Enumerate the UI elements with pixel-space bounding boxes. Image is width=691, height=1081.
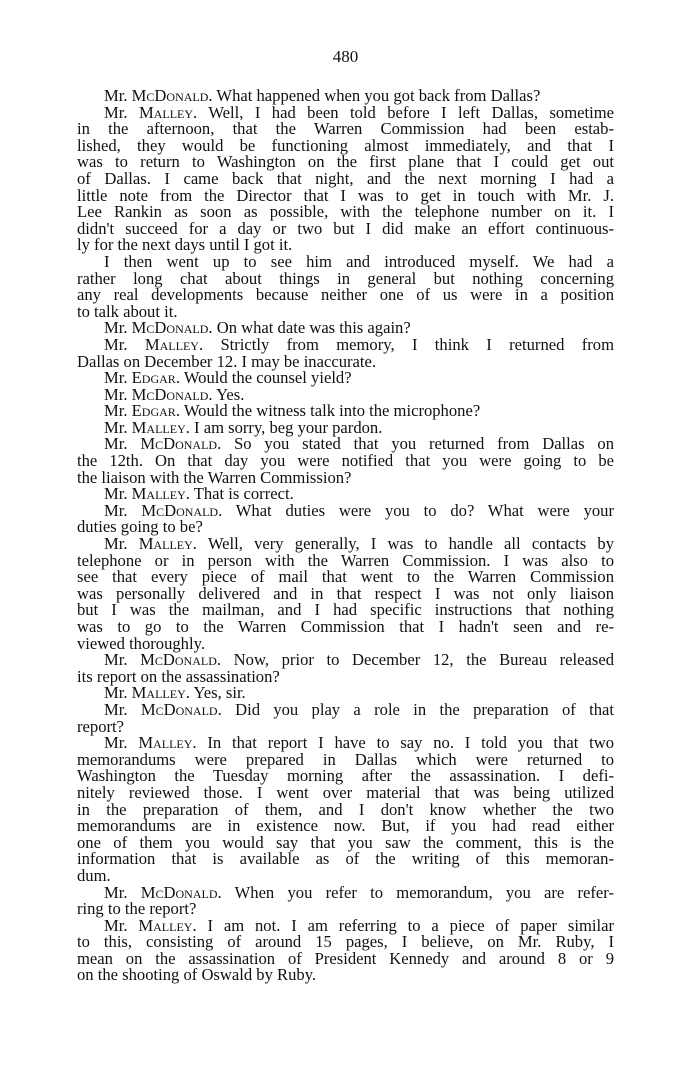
line-text: duties going to be? xyxy=(77,517,203,537)
page-number: 480 xyxy=(332,47,359,66)
speaker-honorific: Mr. xyxy=(104,484,128,504)
transcript-body xyxy=(77,88,614,984)
transcript-paragraph xyxy=(77,536,614,652)
line-text: dum. xyxy=(77,865,111,885)
line-text: I am not. I am referring to a piece of paper similar xyxy=(207,915,615,935)
line-text: memorandums are in existence now. But, if you had read either xyxy=(77,816,614,836)
transcript-paragraph xyxy=(77,251,614,321)
line-text: report? xyxy=(77,716,124,736)
speaker-name: McDonald xyxy=(131,318,209,338)
transcript-paragraph xyxy=(77,652,614,685)
speaker-name: Malley xyxy=(144,334,199,354)
speaker-name: McDonald xyxy=(131,86,209,105)
line-text: Washington the Tuesday morning after the assassination. I defi- xyxy=(77,766,614,786)
text-line: Mr. McDonald. Now, prior to December 12, the Bureau released xyxy=(104,650,614,670)
speaker-honorific: Mr. xyxy=(104,334,128,354)
speaker-honorific: Mr. xyxy=(104,699,128,719)
speaker-honorific: Mr. xyxy=(104,384,128,404)
speaker-honorific: Mr. xyxy=(104,534,128,554)
speaker-name: Malley xyxy=(138,915,193,935)
line-text: Yes. xyxy=(216,384,245,404)
line-text: of Dallas. I came back that night, and the next morning I had a xyxy=(77,168,614,188)
speaker-name: McDonald xyxy=(140,882,218,902)
speaker-honorific: Mr. xyxy=(104,500,128,520)
text-line: Mr. Malley. Well, I had been told before I left Dallas, sometime xyxy=(104,102,614,122)
text-line: Mr. Malley. That is correct. xyxy=(104,484,294,504)
speaker-honorific: Mr. xyxy=(104,368,128,388)
line-text: was to go to the Warren Commission that I hadn't seen and re- xyxy=(77,617,614,636)
speaker-honorific: Mr. xyxy=(104,102,128,122)
speaker-name: Malley xyxy=(138,534,193,554)
line-text: That is correct. xyxy=(193,484,294,504)
line-text: was to return to Washington on the first plane that I could get out xyxy=(77,152,614,172)
line-text: ring to the report? xyxy=(77,899,197,919)
line-text: but I was the mailman, and I had specific instructions that nothing xyxy=(77,600,614,620)
text-line: Mr. McDonald. Did you play a role in the preparation of that xyxy=(104,699,615,719)
text-line: Mr. Malley. I am sorry, beg your pardon. xyxy=(104,417,383,437)
speaker-name: Edgar xyxy=(131,368,176,388)
line-text: In that report I have to say no. I told you that two xyxy=(207,733,615,753)
line-text: see that every piece of mail that went to the Warren Commission xyxy=(77,567,614,587)
text-line xyxy=(77,967,614,984)
line-text: didn't succeed for a day or two but I did make an effort continuous- xyxy=(77,218,614,238)
speaker-name: Malley xyxy=(138,733,193,753)
transcript-paragraph xyxy=(77,334,614,371)
line-text: the 12th. On that day you were notified that you were going to be xyxy=(77,451,614,471)
line-text: nitely reviewed those. I went over material that was being utilized xyxy=(77,782,614,802)
line-text: was personally delivered and in that respect I was not only liaison xyxy=(77,583,614,603)
line-text: to this, consisting of around 15 pages, I believe, on Mr. Ruby, I xyxy=(77,932,614,952)
line-text: in the afternoon, that the Warren Commission had been estab- xyxy=(77,119,614,139)
text-line: Mr. McDonald. When you refer to memorandum, you are refer- xyxy=(104,882,614,902)
line-text: When you refer to memorandum, you are refer- xyxy=(234,882,614,902)
line-text: any real developments because neither one of us were in a position xyxy=(77,285,614,305)
speaker-honorific: Mr. xyxy=(104,683,128,703)
line-text: Now, prior to December 12, the Bureau released xyxy=(233,650,614,670)
transcript-paragraph xyxy=(77,735,614,884)
speaker-honorific: Mr. xyxy=(104,915,128,935)
line-text: Lee Rankin as soon as possible, with the telephone number on it. I xyxy=(77,202,614,222)
line-text: on the shooting of Oswald by Ruby. xyxy=(77,965,317,985)
speaker-name: McDonald xyxy=(140,650,217,670)
text-line: Mr. McDonald. Yes. xyxy=(104,384,245,404)
text-line xyxy=(77,851,614,868)
line-text: lished, they would be functioning almost immediately, and that I xyxy=(77,135,614,155)
transcript-paragraph xyxy=(77,436,614,486)
line-text: its report on the assassination? xyxy=(77,666,280,686)
speaker-name: Malley xyxy=(131,417,186,437)
speaker-name: Malley xyxy=(138,102,194,122)
line-text: On what date was this again? xyxy=(216,318,411,338)
text-line: Mr. McDonald. What happened when you got back from Dallas? xyxy=(104,86,541,105)
text-line: Mr. Edgar. Would the counsel yield? xyxy=(104,368,352,388)
line-text: ly for the next days until I got it. xyxy=(77,235,293,255)
speaker-honorific: Mr. xyxy=(104,434,128,454)
line-text: Yes, sir. xyxy=(193,683,246,703)
text-line: Mr. Edgar. Would the witness talk into the microphone? xyxy=(104,401,481,421)
line-text: memorandums were prepared in Dallas which were returned to xyxy=(77,749,614,769)
line-text: information that is available as of the writing of this memoran- xyxy=(77,849,614,869)
text-line: Mr. Malley. In that report I have to say no. I told you that two xyxy=(104,733,615,753)
text-line: Mr. Malley. I am not. I am referring to a piece of paper similar xyxy=(104,915,615,935)
line-text: mean on the assassination of President Kennedy and around 8 or 9 xyxy=(77,948,614,968)
line-text: little note from the Director that I was to get in touch with Mr. J. xyxy=(77,185,614,205)
text-line: Mr. McDonald. What duties were you to do? What were your xyxy=(104,500,615,520)
speaker-name: Malley xyxy=(131,484,186,504)
transcript-paragraph xyxy=(77,500,615,537)
text-line: Mr. Malley. Well, very generally, I was to handle all contacts by xyxy=(104,534,614,554)
line-text: I am sorry, beg your pardon. xyxy=(194,417,383,437)
speaker-name: Edgar xyxy=(131,401,176,421)
line-text: Strictly from memory, I think I returned from xyxy=(220,334,614,354)
text-line: Mr. McDonald. On what date was this again? xyxy=(104,318,411,338)
line-text: So you stated that you returned from Dallas on xyxy=(234,434,615,454)
line-text: What happened when you got back from Dallas? xyxy=(216,86,541,105)
speaker-honorific: Mr. xyxy=(104,401,128,421)
text-line: Mr. Malley. Yes, sir. xyxy=(104,683,246,703)
line-text: Did you play a role in the preparation of that xyxy=(235,699,615,719)
line-text: viewed thoroughly. xyxy=(77,633,205,653)
transcript-paragraph xyxy=(77,915,615,985)
line-text: Well, very generally, I was to handle all contacts by xyxy=(207,534,614,554)
text-line: Mr. Malley. Strictly from memory, I think I returned from xyxy=(104,334,614,354)
transcript-paragraph xyxy=(77,882,614,919)
speaker-honorific: Mr. xyxy=(104,86,128,105)
line-text: one of them you would say that you saw the comment, this is the xyxy=(77,832,614,852)
line-text: Would the counsel yield? xyxy=(183,368,352,388)
line-text: Would the witness talk into the microphone? xyxy=(183,401,481,421)
text-line: Mr. McDonald. So you stated that you returned from Dallas on xyxy=(104,434,615,454)
speaker-honorific: Mr. xyxy=(104,733,128,753)
speaker-name: McDonald xyxy=(140,434,218,454)
speaker-name: McDonald xyxy=(141,500,219,520)
speaker-honorific: Mr. xyxy=(104,650,128,670)
line-text: to talk about it. xyxy=(77,301,178,321)
speaker-name: McDonald xyxy=(140,699,218,719)
transcript-paragraph xyxy=(77,102,614,255)
line-text: Well, I had been told before I left Dallas, sometime xyxy=(208,102,614,122)
line-text: What duties were you to do? What were your xyxy=(235,500,615,520)
speaker-name: McDonald xyxy=(131,384,209,404)
line-text: Dallas on December 12. I may be inaccurate. xyxy=(77,351,377,371)
speaker-honorific: Mr. xyxy=(104,417,128,437)
speaker-honorific: Mr. xyxy=(104,882,128,902)
speaker-name: Malley xyxy=(131,683,186,703)
line-text: the liaison with the Warren Commission? xyxy=(77,467,352,487)
line-text: I then went up to see him and introduced myself. We had a xyxy=(104,251,614,271)
transcript-paragraph xyxy=(77,699,615,736)
speaker-honorific: Mr. xyxy=(104,318,128,338)
line-text: rather long chat about things in general but nothing concerning xyxy=(77,268,614,288)
line-text: in the preparation of them, and I don't know whether the two xyxy=(77,799,614,819)
line-text: telephone or in person with the Warren Commission. I was also to xyxy=(77,550,614,570)
